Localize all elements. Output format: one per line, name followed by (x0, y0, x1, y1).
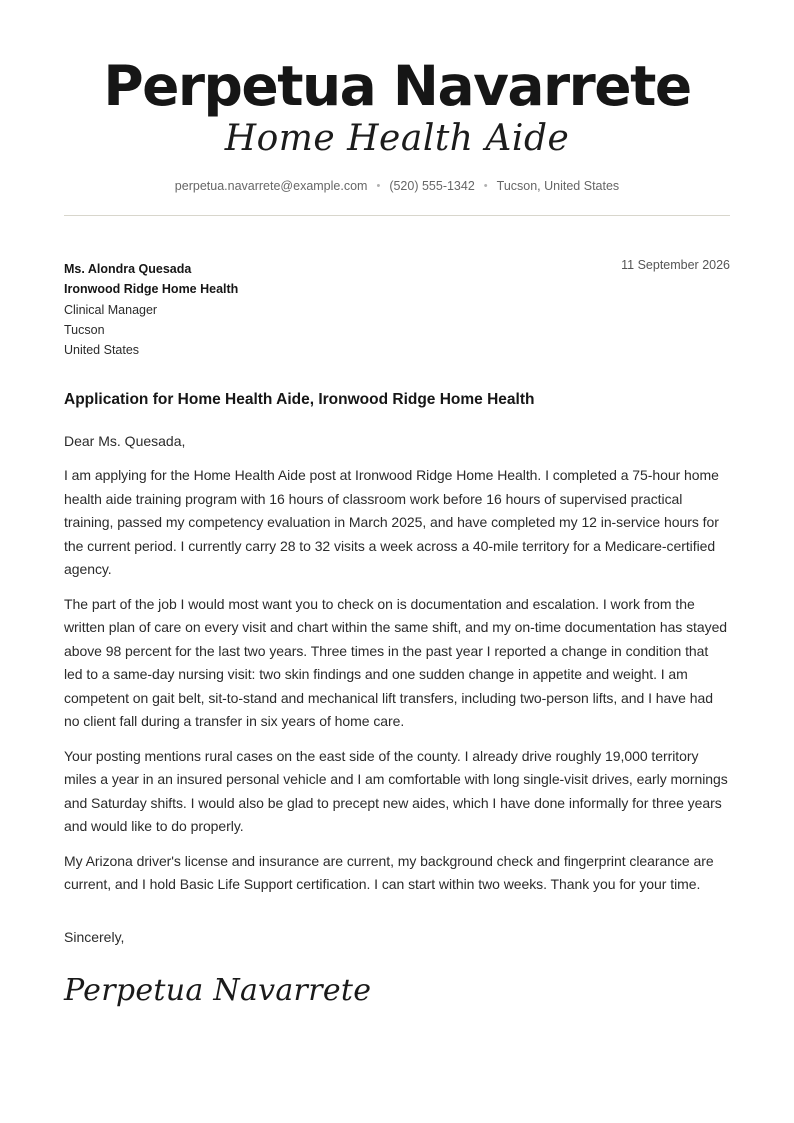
contact-line (64, 179, 730, 193)
letter-meta (64, 259, 730, 360)
signature: Perpetua Navarrete (64, 972, 372, 1008)
body-paragraph: The part of the job I would most want you to check on is documentation and escalation. I work from the written plan of care on every visit and chart within the same shift, and my on-time documentation has stayed above 98 percent for the last two years. Three times in the past year I reported a change in condition that led to a same-day nursing visit: two skin findings and one sudden change in appetite and weight. I am competent on gait belt, sit-to-stand and mechanical lift transfers, including two-person lifts, and I have had no client fall during a transfer in six years of home care. (64, 596, 728, 730)
closing: Sincerely, (64, 928, 125, 945)
recipient-name: Ms. Alondra Quesada (64, 262, 192, 276)
letter-header (64, 0, 730, 193)
recipient-city: Tucson (64, 322, 105, 337)
letter-subject: Application for Home Health Aide, Ironwood Ridge Home Health (64, 391, 535, 409)
recipient-title: Clinical Manager (64, 302, 158, 317)
contact-separator: • (483, 180, 488, 192)
salutation: Dear Ms. Quesada, (64, 433, 186, 450)
contact-phone: (520) 555-1342 (389, 179, 475, 193)
letter-body (64, 464, 730, 896)
header-divider (64, 215, 730, 216)
body-paragraph: I am applying for the Home Health Aide post at Ironwood Ridge Home Health. I completed a 75-hour home health aide training program with 16 hours of classroom work before 16 hours of supervised practical training, passed my competency evaluation in March 2025, and have completed my 12 in-service hours for the current period. I currently carry 28 to 32 visits a week across a 40-mile territory for a Medicare-certified agency. (64, 467, 719, 578)
letter-date: 11 September 2026 (621, 258, 730, 272)
contact-email: perpetua.navarrete@example.com (174, 179, 368, 193)
recipient-block (64, 259, 238, 360)
recipient-company: Ironwood Ridge Home Health (64, 282, 239, 297)
body-paragraph: Your posting mentions rural cases on the east side of the county. I already drive roughly 19,000 territory miles a year in an insured personal vehicle and I am comfortable with long single-visit drives, early mornings and Saturday shifts. I would also be glad to precept new aides, which I have done informally for three years and would like to do properly. (64, 747, 728, 835)
recipient-country: United States (64, 343, 140, 358)
contact-separator: • (376, 180, 381, 192)
body-paragraph: My Arizona driver's license and insurance are current, my background check and fingerprint clearance are current, and I hold Basic Life Support certification. I can start within two weeks. Thank you for your time. (64, 853, 714, 893)
contact-location: Tucson, United States (496, 179, 620, 193)
applicant-role: Home Health Aide (224, 118, 570, 159)
applicant-name: Perpetua Navarrete (103, 54, 691, 118)
